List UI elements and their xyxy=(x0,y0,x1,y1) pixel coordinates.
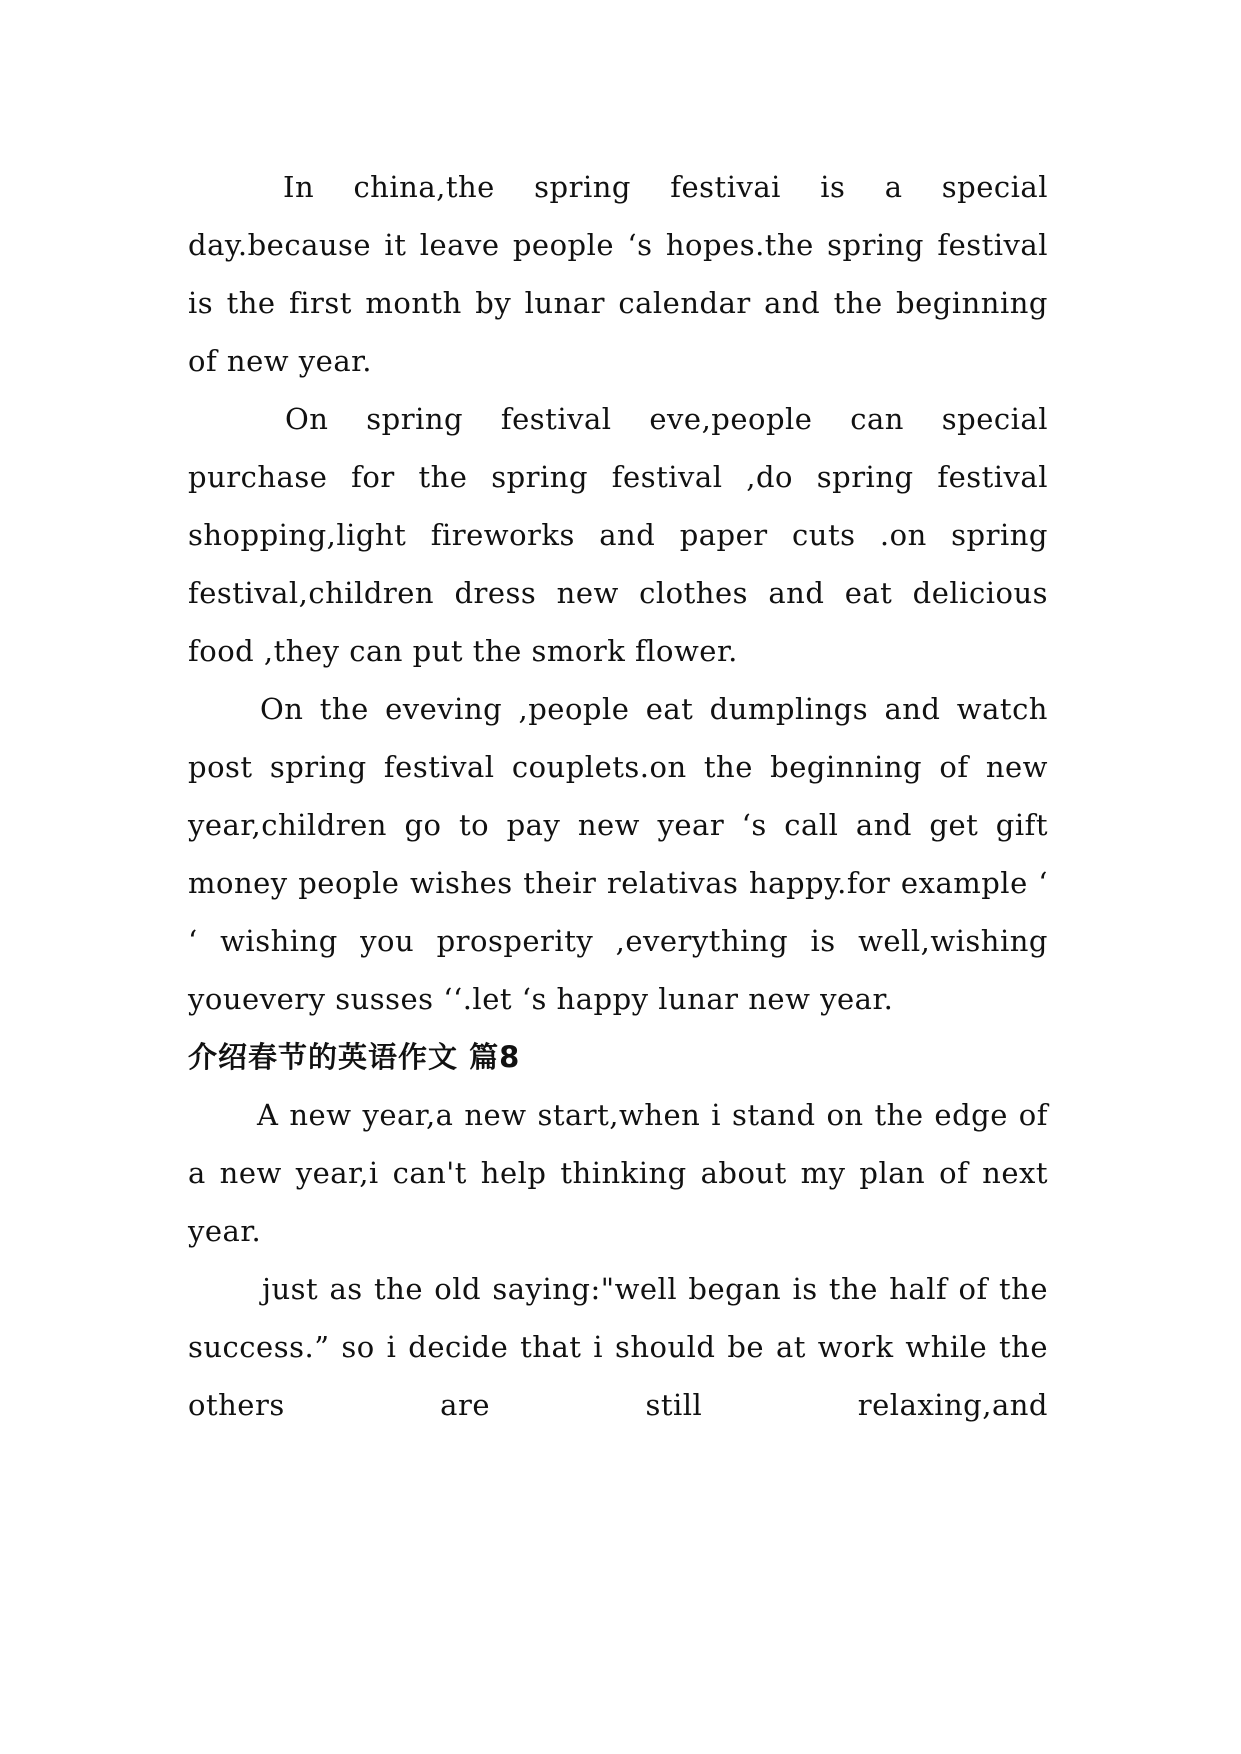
paragraph-spring-festival-evening: On the eveving ,people eat dumplings and watch post spring festival couplets.on the beginning of new year,children go to pay new year ‘s call and get gift money people wishes their relativas happy.for example ‘ ‘ wishing you prosperity ,everything is well,wishing youevery susses ‘‘.let ‘s happy lunar new year. xyxy=(188,692,1048,1016)
paragraph-old-saying: just as the old saying:"well began is the half of the success.” so i decide that i should be at work while the others are still relaxing,and xyxy=(188,1272,1048,1422)
section-heading: 介绍春节的英语作文 篇8 xyxy=(188,1040,521,1074)
paragraph-spring-festival-intro: In china,the spring festivai is a special day.because it leave people ‘s hopes.the spring festival is the first month by lunar calendar and the beginning of new year. xyxy=(188,170,1048,378)
document-page xyxy=(188,158,1048,1434)
paragraph-new-year-start: A new year,a new start,when i stand on the edge of a new year,i can't help thinking about my plan of next year. xyxy=(188,1098,1048,1248)
paragraph-spring-festival-eve: On spring festival eve,people can special purchase for the spring festival ,do spring festival shopping,light fireworks and paper cuts .on spring festival,children dress new clothes and eat delicious food ,they can put the smork flower. xyxy=(188,402,1048,668)
